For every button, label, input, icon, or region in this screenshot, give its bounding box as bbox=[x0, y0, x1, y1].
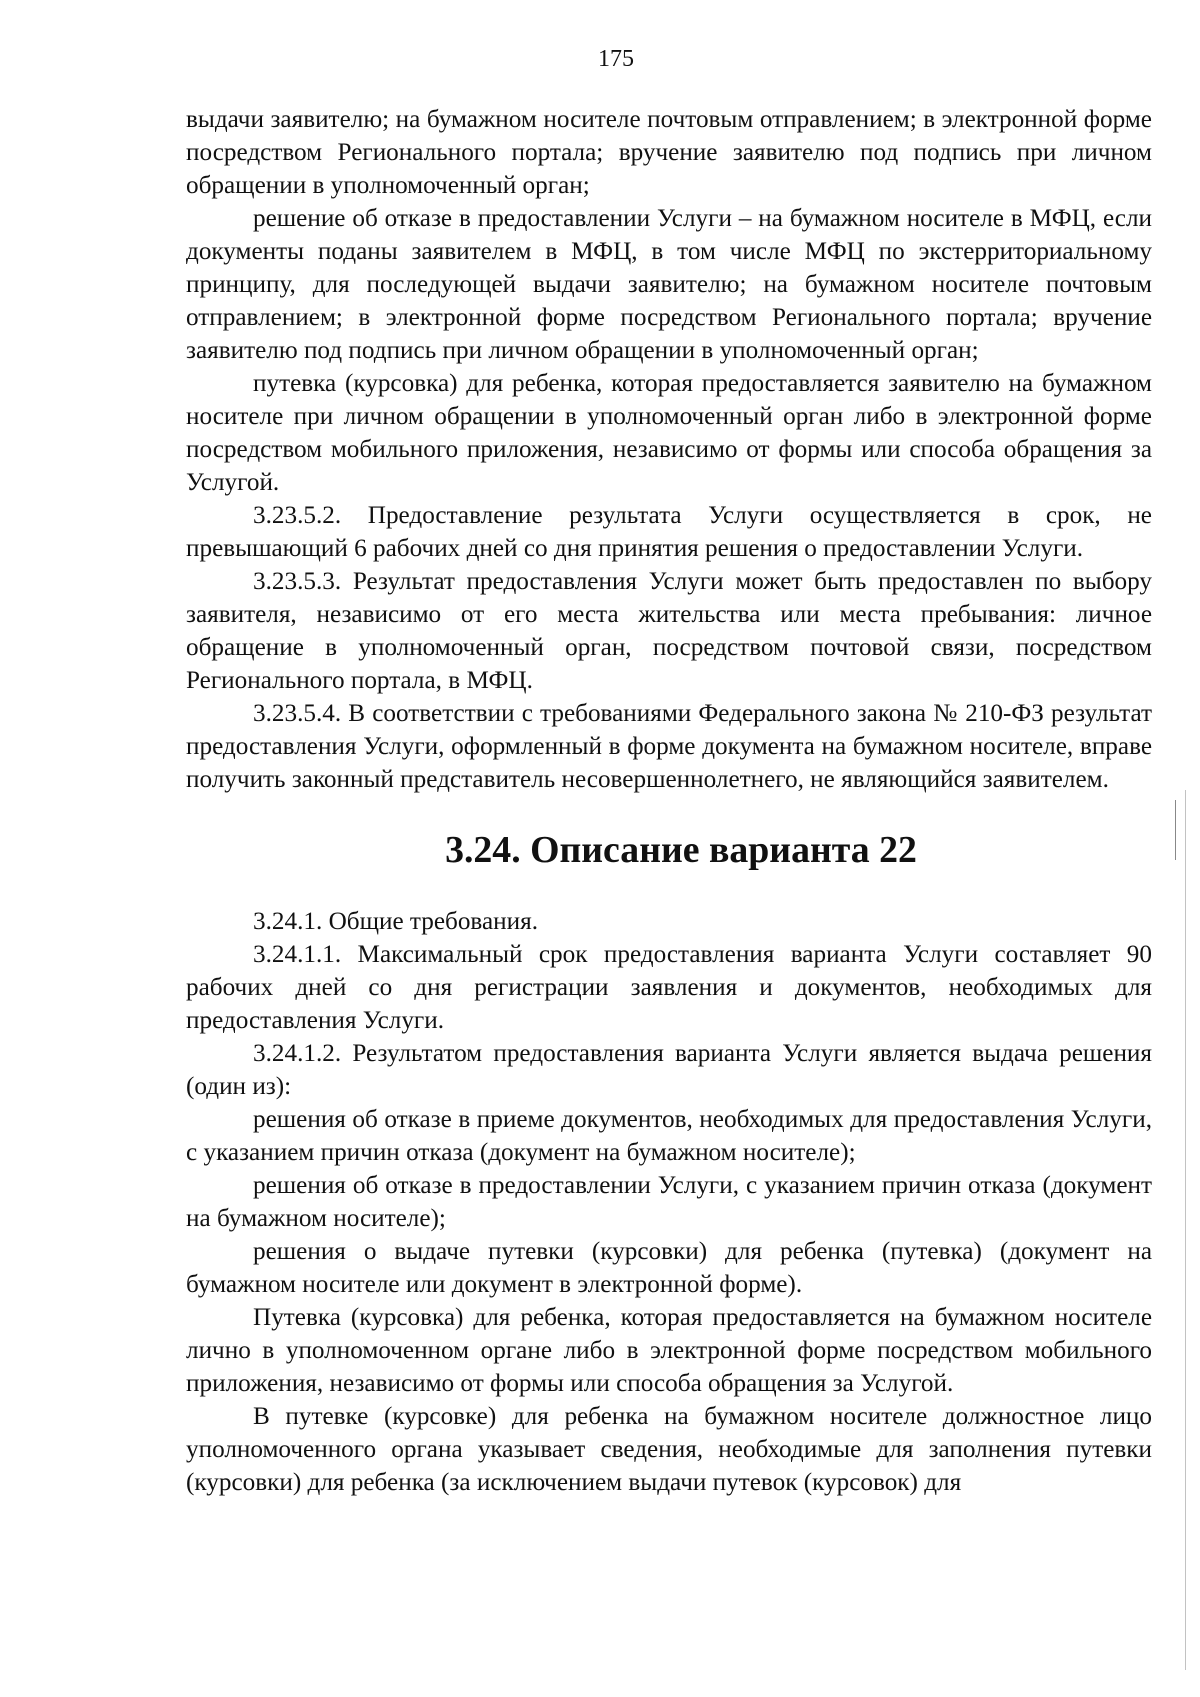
section-heading: 3.24. Описание варианта 22 bbox=[445, 829, 917, 871]
paragraph-3-24-1-1: 3.24.1.1. Максимальный срок предоставления варианта Услуги составляет 90 рабочих дней со дня регистрации заявления и документов, необходимых для предоставления Услуги. bbox=[186, 941, 1152, 1034]
list-item-refusal-service: решения об отказе в предоставлении Услуги, с указанием причин отказа (документ на бумажном носителе); bbox=[186, 1172, 1152, 1232]
document-body bbox=[186, 103, 1152, 1499]
paragraph-voucher-paper-details: В путевке (курсовке) для ребенка на бумажном носителе должностное лицо уполномоченного органа указывает сведения, необходимые для заполнения путевки (курсовки) для ребенка (за исключением выдачи путевок (курсовок) для bbox=[186, 1403, 1152, 1496]
paragraph-3-23-5-3: 3.23.5.3. Результат предоставления Услуги может быть предоставлен по выбору заявителя, независимо от его места жительства или места пребывания: личное обращение в уполномоченный орган, посредством почтовой связи, посредством Регионального портала, в МФЦ. bbox=[186, 568, 1152, 694]
paragraph-refusal-decision: решение об отказе в предоставлении Услуги – на бумажном носителе в МФЦ, если документы поданы заявителем в МФЦ, в том числе МФЦ по экстерриториальному принципу, для последующей выдачи заявителю; на бумажном носителе почтовым отправлением; в электронной форме посредством Регионального портала; вручение заявителю под подпись при личном обращении в уполномоченный орган; bbox=[186, 205, 1152, 364]
paragraph-3-24-1: 3.24.1. Общие требования. bbox=[253, 908, 538, 935]
page-number: 175 bbox=[598, 46, 634, 72]
paragraph-3-23-5-2: 3.23.5.2. Предоставление результата Услуги осуществляется в срок, не превышающий 6 рабочих дней со дня принятия решения о предоставлении Услуги. bbox=[186, 502, 1152, 562]
scan-edge-mark bbox=[1175, 800, 1176, 860]
paragraph-voucher-description: Путевка (курсовка) для ребенка, которая предоставляется на бумажном носителе лично в уполномоченном органе либо в электронной форме посредством мобильного приложения, независимо от формы или способа обращения за Услугой. bbox=[186, 1304, 1152, 1397]
scan-edge-line bbox=[1185, 790, 1186, 1670]
paragraph-results-delivery-continued: выдачи заявителю; на бумажном носителе почтовым отправлением; в электронной форме посредством Регионального портала; вручение заявителю под подпись при личном обращении в уполномоченный орган; bbox=[186, 106, 1152, 199]
paragraph-3-24-1-2: 3.24.1.2. Результатом предоставления варианта Услуги является выдача решения (один из): bbox=[186, 1040, 1152, 1100]
list-item-voucher-issue: решения о выдаче путевки (курсовки) для ребенка (путевка) (документ на бумажном носителе или документ в электронной форме). bbox=[186, 1238, 1152, 1298]
paragraph-3-23-5-4: 3.23.5.4. В соответствии с требованиями Федерального закона № 210-ФЗ результат предоставления Услуги, оформленный в форме документа на бумажном носителе, вправе получить законный представитель несовершеннолетнего, не являющийся заявителем. bbox=[186, 700, 1152, 793]
paragraph-voucher-delivery: путевка (курсовка) для ребенка, которая предоставляется заявителю на бумажном носителе при личном обращении в уполномоченный орган либо в электронной форме посредством мобильного приложения, независимо от формы или способа обращения за Услугой. bbox=[186, 370, 1152, 496]
list-item-refusal-acceptance: решения об отказе в приеме документов, необходимых для предоставления Услуги, с указанием причин отказа (документ на бумажном носителе); bbox=[186, 1106, 1152, 1166]
